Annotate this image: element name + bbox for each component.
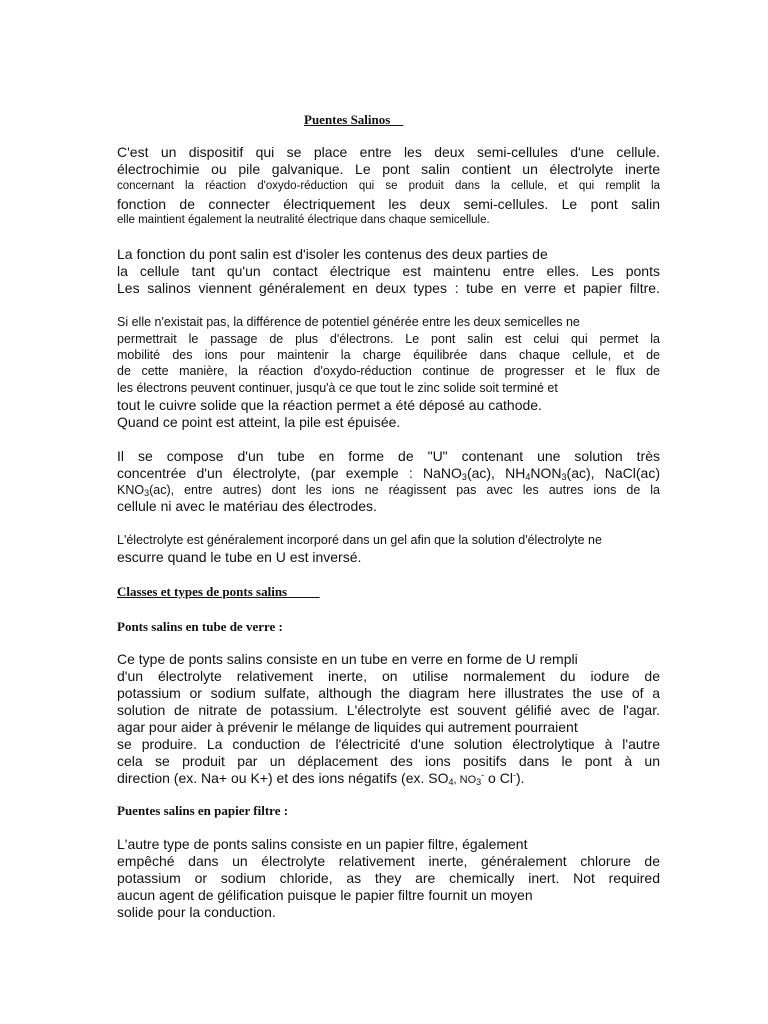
- paragraph-6-line: potassium or sodium sulfate, although the diagram here illustrates the use of a: [117, 685, 660, 701]
- paragraph-6-line: se produire. La conduction de l'électricité d'une solution électrolytique à l'autre: [117, 736, 660, 752]
- paragraph-3-line: Quand ce point est atteint, la pile est épuisée.: [117, 414, 401, 430]
- section-heading: Classes et types de ponts salins: [117, 584, 320, 599]
- paragraph-6-line: d'un électrolyte relativement inerte, on utilise normalement du iodure de: [117, 668, 660, 684]
- paragraph-6-line: Ce type de ponts salins consiste en un tube en verre en forme de U rempli: [117, 651, 578, 667]
- document-title: Puentes Salinos: [304, 112, 404, 127]
- paragraph-5-line: escurre quand le tube en U est inversé.: [117, 549, 362, 565]
- paragraph-3-line: de cette manière, la réaction d'oxydo-réduction continue de progresser et le flux de: [117, 364, 660, 378]
- paragraph-6-line: agar pour aider à prévenir le mélange de liquides qui autrement pourraient: [117, 719, 578, 735]
- paragraph-2-line: la cellule tant qu'un contact électrique est maintenu entre elles. Les ponts: [117, 263, 660, 279]
- paragraph-7-line: potassium or sodium chloride, as they are chemically inert. Not required: [117, 870, 660, 886]
- paragraph-4-line: concentrée d'un électrolyte, (par exemple : NaNO$_3$(ac), $NH_4NON_3(ac)$, NaCl(ac): [117, 465, 660, 482]
- subsection-heading: Ponts salins en tube de verre :: [117, 619, 283, 634]
- paragraph-7-line: aucun agent de gélification puisque le papier filtre fournit un moyen: [117, 887, 533, 903]
- paragraph-5-line: L'électrolyte est généralement incorporé dans un gel afin que la solution d'électrolyte ne: [117, 533, 602, 547]
- paragraph-3-line: Si elle n'existait pas, la différence de potentiel générée entre les deux semicelles ne: [117, 315, 580, 329]
- paragraph-1-line: elle maintient également la neutralité électrique dans chaque semicellule.: [117, 214, 490, 226]
- paragraph-4-line: Il se compose d'un tube en forme de "U" contenant une solution très: [117, 448, 660, 464]
- paragraph-7-line: L'autre type de ponts salins consiste en un papier filtre, également: [117, 836, 528, 852]
- paragraph-4-line: cellule ni avec le matériau des électrodes.: [117, 498, 377, 514]
- paragraph-1-line: C'est un dispositif qui se place entre les deux semi-cellules d'une cellule.: [117, 144, 660, 160]
- paragraph-6-line: direction (ex. Na+ ou K+) et des ions négatifs (ex. $SO_4$, $NO_3^-$ o Cl-).: [117, 770, 525, 787]
- paragraph-1-line: fonction de connecter électriquement les deux semi-cellules. Le pont salin: [117, 196, 660, 212]
- paragraph-4-line: $KNO_3(ac)$, entre autres) dont les ions ne réagissent pas avec les autres ions de la: [117, 483, 660, 498]
- paragraph-3-line: les électrons peuvent continuer, jusqu'à ce que tout le zinc solide soit terminé et: [117, 381, 558, 395]
- subsection-heading: Puentes salins en papier filtre :: [117, 803, 289, 818]
- paragraph-3-line: mobilité des ions pour maintenir la charge équilibrée dans chaque cellule, et de: [117, 348, 660, 362]
- paragraph-2-line: La fonction du pont salin est d'isoler les contenus des deux parties de: [117, 246, 548, 262]
- paragraph-3-line: permettrait le passage de plus d'électrons. Le pont salin est celui qui permet la: [117, 332, 660, 346]
- paragraph-1-line: concernant la réaction d'oxydo-réduction qui se produit dans la cellule, et qui remplit la: [117, 180, 660, 192]
- paragraph-7-line: solide pour la conduction.: [117, 904, 276, 920]
- paragraph-6-line: cela se produit par un déplacement des ions positifs dans le pont à un: [117, 753, 660, 769]
- paragraph-7-line: empêché dans un électrolyte relativement inerte, généralement chlorure de: [117, 853, 660, 869]
- paragraph-2-line: Les salinos viennent généralement en deux types : tube en verre et papier filtre.: [117, 280, 660, 296]
- paragraph-1-line: électrochimie ou pile galvanique. Le pont salin contient un électrolyte inerte: [117, 161, 660, 177]
- paragraph-6-line: solution de nitrate de potassium. L'électrolyte est souvent gélifié avec de l'agar.: [117, 702, 660, 718]
- paragraph-3-line: tout le cuivre solide que la réaction permet a été déposé au cathode.: [117, 397, 542, 413]
